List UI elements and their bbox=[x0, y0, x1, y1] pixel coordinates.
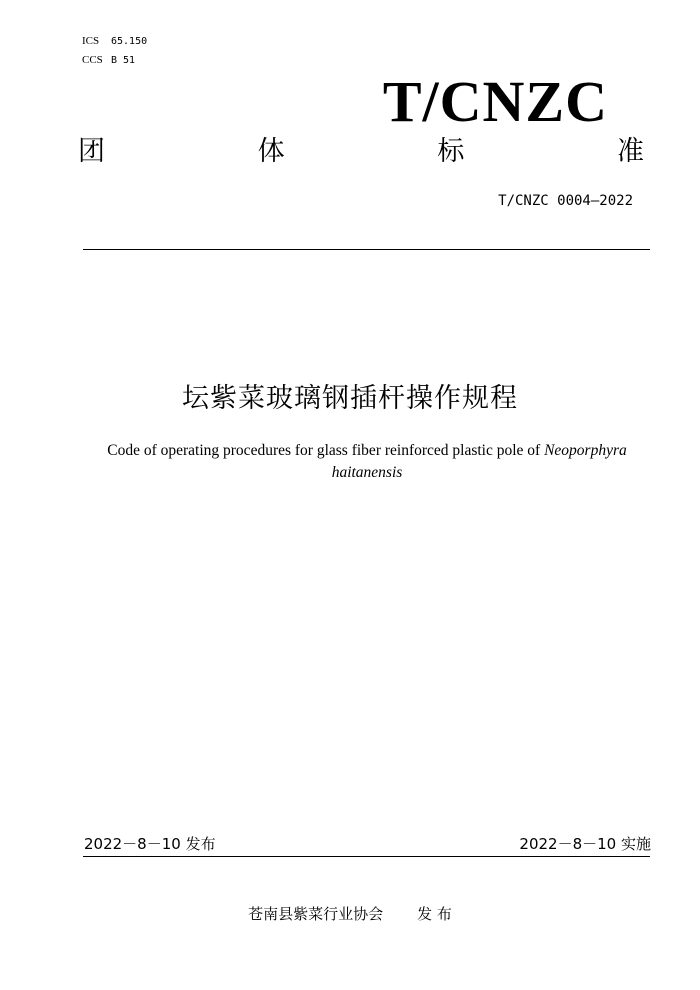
ccs-label: CCS bbox=[82, 54, 103, 66]
ccs-line bbox=[82, 53, 135, 68]
top-divider bbox=[83, 249, 650, 250]
standard-type-char: 标 bbox=[437, 136, 465, 167]
publisher-line bbox=[0, 903, 700, 925]
publisher-organization: 苍南县紫菜行业协会 bbox=[248, 905, 384, 923]
standard-number: T/CNZC 0004—2022 bbox=[498, 193, 633, 209]
standard-type bbox=[78, 134, 644, 170]
standard-type-char: 体 bbox=[257, 136, 285, 167]
publisher-action: 发 布 bbox=[417, 905, 452, 923]
ics-value: 65.150 bbox=[111, 36, 148, 47]
ics-line bbox=[82, 34, 147, 49]
english-title-text: Code of operating procedures for glass fiber reinforced plastic pole of bbox=[107, 442, 545, 459]
standard-code: T/CNZC bbox=[382, 69, 608, 134]
standard-type-char: 团 bbox=[78, 136, 105, 167]
standard-type-char: 准 bbox=[616, 136, 644, 167]
document-title-english bbox=[80, 440, 654, 484]
bottom-divider bbox=[83, 856, 650, 857]
ccs-value: B 51 bbox=[111, 55, 136, 66]
implement-date: 2022－8－10 实施 bbox=[519, 835, 651, 853]
document-title-chinese: 坛紫菜玻璃钢插杆操作规程 bbox=[182, 383, 518, 414]
publish-date: 2022－8－10 发布 bbox=[84, 835, 216, 853]
ics-label: ICS bbox=[82, 35, 100, 47]
english-title-species: Neoporphyra haitanensis bbox=[331, 442, 627, 481]
